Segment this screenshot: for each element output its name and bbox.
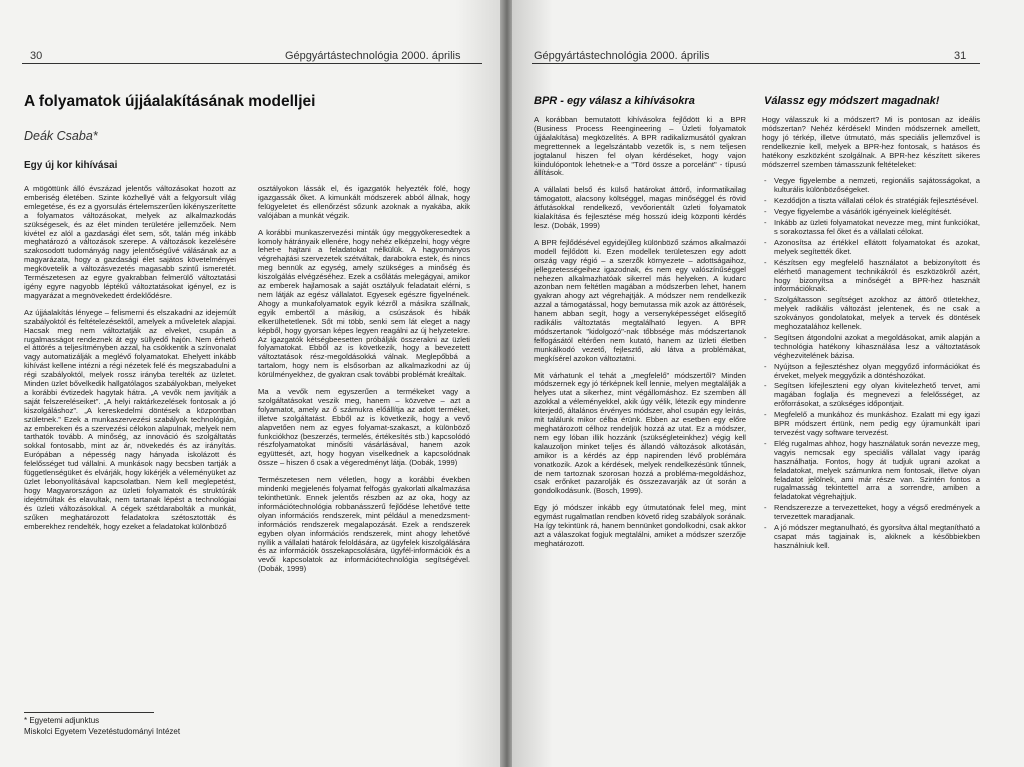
section-heading: Egy új kor kihívásai xyxy=(24,160,118,171)
paragraph: A BPR fejlődésével egyidejűleg különböző számos alkalmazói modell fejlődött ki. Ezen modellek területeszen egy adott ország vagy régió – a szerzők környezete – adottságaihoz, jellegzetességeihez igazodnak, és nem egy valószínűséggel nehezen alkalmazhatóak sikerrel más helyeken. A kudarc azonban nem feltétlen magában a módszerben lehet, hanem gyakran ahogy azt végrehajtják. A módszer nem rendelkezik azzal a támogatással, hogy bemutassa mik azok az áttörések, hanem abban segít, hogy a versenyképességet elősegítő radikális változtatás megtalálható legyen. A BPR módszertanok "kidolgozó"-nak tőbbsége más módszertanok felfogásától eltérően nem kutató, hanem az üzleti életben munkálkodó vezető, fejlesztő, aki látva a problémákat, megkísérel azokon változtatni. xyxy=(534,237,746,363)
article-title: A folyamatok újjáalakításának modelljei xyxy=(24,93,316,110)
running-header: Gépgyártástechnológia 2000. április xyxy=(285,50,461,62)
page-number: 30 xyxy=(30,50,43,62)
paragraph: osztályokon lássák el, és igazgatók helyezték fölé, hogy igazgassák őket. A kimunkált módszerek abból állnak, hogy felügyeletet és ellenőrzést sőzunk azoknak a nyakába, akik valójában a munkát végzik. xyxy=(258,185,470,220)
footnote-affiliation: Miskolci Egyetem Vezetéstudományi Intézet xyxy=(24,727,181,736)
list-item: - Elég rugalmas ahhoz, hogy használatuk során nevezze meg, vagyis nemcsak egy speciális vállalat vagy iparág használhatja. Fontos, hogy át tudjuk ugrani azokat a feladatokat, melyek számunkra nem fontosak, illetve olyan feladatot jelölnek, ami már része van. Szintén fontos a rugalmasság tekintettel arra a sorrendre, amiben a feladatokat végrehajtjuk. xyxy=(762,440,980,502)
paragraph: Az újjáalakítás lényege – felismerni és elszakadni az idejemúlt szabályoktól és feltételezésektől, amelyek a műveletek alapjai. Hacsak meg nem változtatják az elveket, csupán a rugalmasságot rendeznek át egy süllyedő hajón. Nem érhető el áttörés a teljesítményben azzal, ha csökkentik a színvonalat vagy automatizálják a meglévő folyamatokat. Ehelyett inkább kihívást kellene intézni a régi nézetek felé és megszabadulni a régi szabályoktól, melyek rossz irányba terelték az üzletet. Minden üzlet bővelkedik hallgatólagos szabályokban, melyeket a korábbi évtizedek hagytak hátra. „A vevők nem javítják a saját felszereléseiket”. „A helyi raktárkezelések fontosak a jó kiszolgáláshoz”. „A kereskedelmi döntések a központban születnek.” Ezek a munkaszervezési szabályok technológián, az embereken és a szervezési célokon alapulnak, melyek nem tarthatók tovább. A minőség, az innováció és szolgáltatás sokkal fontosabb, mint az ár, növekedés és az irányítás. Európában a népesség nagy hányada iskolázott és felelősséget tud vállalni. A munkások nagy becsben tartják a függetlenségüket és elvárják, hogy kikérjék a véleményüket az üzlet lebonyolításával kapcsolatban. Nem kell meglepetést, hogy Magyarországon az üzleti folyamatok és struktúrák idejétmúltak és elavultak, nem tartanak lépést a technológiai és üzleti változásokkal. A cégek szétdarabolták a munkát, szűken meghatározott feladatokra szétosztották és emberekhez rendelték, hogy ezeket a feladatokat különböző xyxy=(24,307,236,531)
paragraph: A mögöttünk álló évszázad jelentős változásokat hozott az emberiség életében. Szinte közhellyé vált a felgyorsult világ emlegetése, és ez a gyorsulás értelemszerűen kikényszerítette a folyamatos változásokat, melyek az alkalmazkodás szükségesek, és az élet minden területére jellemzőek. Nem kivétel ez alól a gazdasági élet sem, sőt, talán még inkább meghatározó a változások szerepe. A változások kezelésére szakosodott tudományág nagy jelentőségűvé válásának az a magyarázata, hogy a gazdasági élet sajátos követelményei megkövetelik a változásvezetés magasabb szintű ismeretét. Természetesen az egyre gyakrabban felmerülő változtatási igény egyre nagyobb léptékű változtatásokat igényel, ez is magyarázat a megnövekedett érdeklődésre. xyxy=(24,185,236,300)
list-item: - Azonosítsa az értékkel ellátott folyamatokat és azokat, melyek segítették őket. xyxy=(762,239,980,257)
paragraph: A korábbi munkaszervezési minták úgy meggyökeresedtek a komoly hátrányaik ellenére, hogy nehéz elképzelni, hogy végre lehet-e hajtani a feladatokat nélkülük. A hagyományos végrehajtási szervezetek szétváltak, darabokra estek, és nincs meg bennük az egység, amely szükséges a minőség és kiszolgálás elvégzéséhez. Ezek a csőlátás melegágyai, amikor az emberek hajlamosak a saját osztályuk feladatait elérni, s nem látják az egész vállalatot. Egyesek egészre figyelnének. Ahogy a munkafolyamatok egyik kézről a másikra szállnak, egyik embertől a másikig, a csúszások és hibák elkerülhetetlenek. Sőt mi több, senki sem lát eleget a nagy képből, hogy gyorsan képes legyen reagálni az új helyzetekre. Az igazgatók kétségbeesetten próbálják összerakni az üzleti folyamatokat. Ebből az is következik, hogy a bevezetett változtatások rész-megoldásokká válnak. Meglepőbbá a tartalom, hogy nem is elsősorban az alkalmazkodni az új körülményekhez, de gyakran csak további problémát kreáltak. xyxy=(258,227,470,380)
paragraph: A vállalati belső és külső határokat áttörő, informatikailag támogatott, alacsony költséggel, magas minőséggel és rövid átfutásokkal rendelkező, vevőorientált üzleti folyamatok kialakítása és fejlesztése még hosszú ideig központi kérdés lesz. (Dobák, 1999) xyxy=(534,185,746,230)
footnote-position: * Egyetemi adjunktus xyxy=(24,716,100,725)
list-item: - Szolgáltasson segítséget azokhoz az áttörő ötletekhez, melyek radikális változást jelentenek, és ne csak a szokványos gondolatokat, melyek a tervek és döntések meghozatalához kellenek. xyxy=(762,296,980,332)
list-item: - Vegye figyelembe a vásárlók igényeinek kielégítését. xyxy=(762,208,980,217)
list-item: - Segítsen átgondolni azokat a megoldásokat, amik alapján a technológia hatékony kihasználása lesz a változtatások véghezvitelének bázisa. xyxy=(762,334,980,361)
list-item: - Készítsen egy megfelelő használatot a bebizonyított és elérhető management technikákról és eszközökről azért, hogy bizonyítsa a minőségét a BPR-hez használt információknak. xyxy=(762,259,980,295)
paragraph: A korábban bemutatott kihívásokra fejlődött ki a BPR (Business Process Reengineering – Üzleti folyamatok újjáalakítása) megközelítés. A BPR radikalizmusától gyakran megrettennek a legelszántabb vezetők is, s nem teljesen jogtalanul hiszen fel olyan kérdéseket, hogy vajon kiindulópontok lehetnek-e a "Törd össze a porcelánt" - típusú állítások. xyxy=(534,116,746,178)
footnote-rule xyxy=(24,712,154,713)
paragraph: Természetesen nem véletlen, hogy a korábbi években mindenki megjelenés folyamat felfogás gyakorlati alkalmazása tekinthetünk. Ennek jelentős részben az az oka, hogy az információtechnológia robbanásszerű fejlődése lehetővé tette olyan információs rendszerek, mint például a menedzsment-információs rendszerek megalapozását. Ezek a rendszerek egyben olyan információs rendszerek, mint ahogy lehetővé nyílik a vállalati határok feloldására, az ügyfelek kiszolgálására és az információk összekapcsolására, ügyfél-információk és a vevői kapcsolatok az információtechnológia segítségével. (Dobák, 1999) xyxy=(258,475,470,574)
requirements-list xyxy=(762,177,980,550)
running-header: Gépgyártástechnológia 2000. április xyxy=(534,50,710,62)
paragraph: Ma a vevők nem egyszerűen a termékeket vagy a szolgáltatásokat veszik meg, hanem – közvetve – azt a folyamatot, amely az ő számukra előállítja az adott terméket, illetve szolgáltatást. Ebből az is következik, hogy a vevő alapvetően nem az egyes folyamat-szakaszt, a különböző funkciókhoz (beszerzés, termelés, értékesítés stb.) kapcsolódó részfolyamatokat minősíti vásárlásával, hanem azok együttesét, azt, hogy hogyan viselkednek a kapcsolódnak össze – hiszen ő csak a végeredményt látja. (Dobák, 1999) xyxy=(258,387,470,468)
right-page xyxy=(512,0,1024,767)
paragraph: Egy jó módszer inkább egy útmutatónak felel meg, mint egymást rugalmatlan rendben követő rideg szabályok sorának. Ha így tekintünk rá, hanem bennünket gondolkodni, csak akkor azt a válaszokat fogjuk megtalálni, amiket a módszer szerzője meghatározott. xyxy=(534,503,746,548)
header-rule xyxy=(22,63,482,64)
list-item: - Nyújtson a fejlesztéshez olyan meggyőző információkat és érveket, melyek meggyőzik a döntéshozókat. xyxy=(762,363,980,381)
article-author: Deák Csaba* xyxy=(24,129,98,143)
list-item: - Inkább az üzleti folyamatokat nevezze meg, mint funkciókat, s sorakoztassa fel őket és a vállalati célokat. xyxy=(762,219,980,237)
right-column-1 xyxy=(534,116,746,766)
list-item: - Megfelelő a munkához és munkáshoz. Ezalatt mi egy igazi BPR módszert értünk, nem pedig egy újramunkált ipari tervezést vagy software tervezést. xyxy=(762,411,980,438)
paragraph: Hogy válasszuk ki a módszert? Mi is pontosan az ideális módszertan? Nehéz kérdések! Minden módszernek amellett, hogy jó térkép, illetve útmutató, más speciális jellemzővel is rendelkeznie kell, melyek a BPR-hez fontosak, s hatásos és hatékony eszközként szolgálnak. A BPR-hez készített sikeres módszerrel szemben támasszunk feltételeket: xyxy=(762,116,980,169)
page-number: 31 xyxy=(954,50,967,62)
list-item: - Kezdődjön a tiszta vállalati célok és stratégiák fejlesztésével. xyxy=(762,197,980,206)
list-item: - Segítsen kifejleszteni egy olyan kivitelezhető tervet, ami magában foglalja és megnevezi a felelősséget, az erőforrásokat, a szükséges időpontjait. xyxy=(762,382,980,409)
section-heading-bpr: BPR - egy válasz a kihívásokra xyxy=(534,95,695,107)
header-rule xyxy=(532,63,980,64)
list-item: - A jó módszer megtanulható, és gyorsítva által megtanítható a csapat más tagjainak is, akiknek a későbbiekben használniuk kell. xyxy=(762,524,980,551)
right-column-2 xyxy=(762,116,980,766)
paragraph: Mit várhatunk el tehát a „megfelelő” módszertől? Minden módszernek egy jó térképnek kell lennie, melyen megtalálják a helyes utat a sikerhez, mint végállomáshoz. Ez szemben áll azokkal a véleményekkel, akik úgy vélik, létezik egy mindenre kiterjedő, általános érvényes módszer, ahol csupán egy leírás, mit találunk mikor célba érünk. Ebben az esetben egy előre meghatározott célhoz rendeljük hozzá az utat. Ez a módszer, nem egy lóban illik hozzánk (szükségleteinkhez) végig kell kalauzoljon minket teljes és állandó változások alkotásán, amikor is a kérdés az épp napirenden lévő problémára vonatkozik. Azok a kérdések, melyek rendelkezésünk tűnnek, de nem tartoznak szorosan hozzá a probléma-megoldáshoz, csak erőnket pazarolják és összezavarják az út során a gondolkodásunk. (Bosch, 1999). xyxy=(534,370,746,496)
section-heading-method: Válassz egy módszert magadnak! xyxy=(764,95,940,107)
list-item: - Vegye figyelembe a nemzeti, regionális sajátosságokat, a kulturális különbözőségeket. xyxy=(762,177,980,195)
left-column-1 xyxy=(24,185,236,705)
left-column-2 xyxy=(258,185,470,760)
list-item: - Rendszerezze a tervezetteket, hogy a végső eredmények a tervezettek maradjanak. xyxy=(762,504,980,522)
left-page xyxy=(0,0,506,767)
